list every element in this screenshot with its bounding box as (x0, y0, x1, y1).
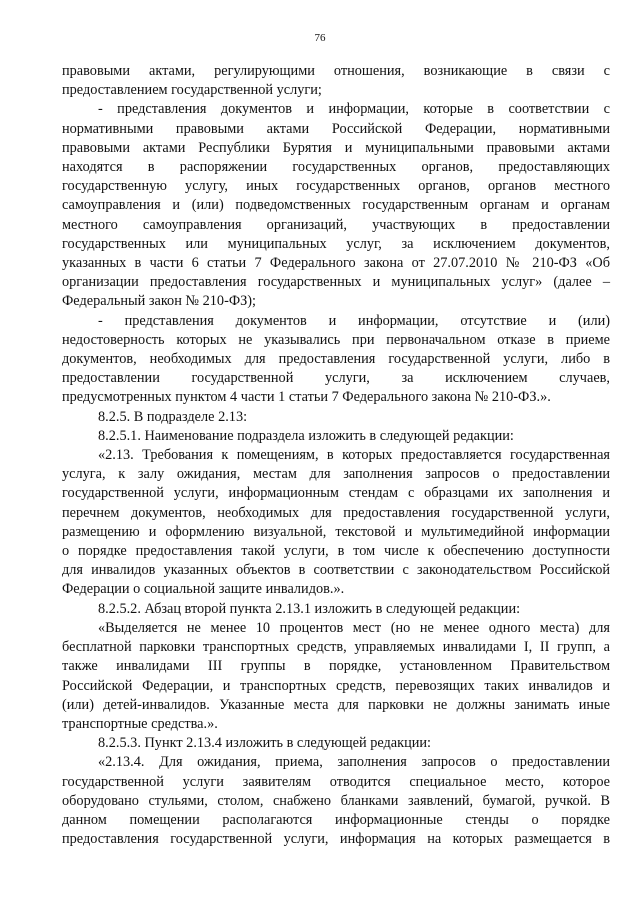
text-line: перечнем документов, необходимых для предоставления государственной услуги, (62, 504, 610, 521)
text-line: самоуправления и (или) подведомственных государственным органам и органам (62, 197, 610, 214)
text-line: 8.2.5.3. Пункт 2.13.4 изложить в следующей редакции: (98, 735, 432, 752)
text-line: 8.2.5. В подразделе 2.13: (98, 408, 248, 425)
text-line: 8.2.5.2. Абзац второй пункта 2.13.1 изложить в следующей редакции: (98, 600, 521, 617)
text-line: государственную услугу, иных государственных органов, органов местного (62, 178, 610, 195)
text-line: - представления документов и информации, которые в соответствии с (98, 101, 610, 118)
text-line: о порядке предоставления такой услуги, в том числе к обеспечению доступности (62, 543, 610, 560)
text-line: местного самоуправления организаций, участвующих в предоставлении (62, 216, 610, 233)
text-line: данном помещении располагаются информационные стенды о порядке (62, 811, 610, 828)
text-line: предоставления государственной услуги, информация на которых размещается в (62, 831, 610, 848)
paragraph (62, 446, 610, 600)
text-line: для инвалидов указанных объектов в соответствии с законодательством Российской (62, 562, 610, 579)
text-line: Федерации о социальной защите инвалидов.». (62, 581, 345, 598)
text-line: предоставлением государственной услуги; (62, 82, 322, 99)
paragraph (62, 312, 610, 408)
text-line: находятся в распоряжении государственных органов, предоставляющих (62, 159, 610, 176)
text-line: «Выделяется не менее 10 процентов мест (но не менее одного места) для (98, 619, 610, 636)
document-body (62, 62, 610, 849)
text-line: государственной услуги заявителям отводится специальное место, которое (62, 773, 610, 790)
text-line: государственной услуги, информационным стендам с образцами их заполнения и (62, 485, 610, 502)
text-line: «2.13.4. Для ожидания, приема, заполнения запросов о предоставлении (98, 754, 610, 771)
text-line: организации предоставления государственных и муниципальных услуг» (далее – (62, 274, 610, 291)
text-line: Российской Федерации, и транспортных средств, перевозящих таких инвалидов и (62, 677, 610, 694)
text-line: предоставлении государственной услуги, за исключением случаев, (62, 370, 610, 387)
paragraph (62, 600, 610, 619)
text-line: оборудовано стульями, столом, снабжено бланками заявлений, бумагой, ручкой. В (62, 792, 610, 809)
text-line: государственных или муниципальных услуг, за исключением документов, (62, 235, 610, 252)
text-line: транспортные средства.». (62, 715, 218, 732)
paragraph (62, 427, 610, 446)
text-line: правовыми актами, регулирующими отношения, возникающие в связи с (62, 63, 610, 79)
paragraph (62, 62, 610, 100)
text-line: бесплатной парковки транспортных средств, управляемых инвалидами I, II групп, а (62, 639, 610, 656)
paragraph (62, 619, 610, 734)
text-line: нормативными правовыми актами Российской Федерации, нормативными (62, 120, 610, 137)
text-line: (или) детей-инвалидов. Указанные места для парковки не должны занимать иные (62, 696, 610, 713)
text-line: правовыми актами Республики Бурятия и муниципальными правовыми актами (62, 139, 610, 156)
text-line: «2.13. Требования к помещениям, в которых предоставляется государственная (98, 447, 610, 464)
text-line: недостоверность которых не указывались при первоначальном отказе в приеме (62, 331, 610, 348)
text-line: услуга, к залу ожидания, местам для заполнения запросов о предоставлении (62, 466, 610, 483)
page-number: 76 (314, 32, 326, 44)
text-line: предусмотренных пунктом 4 части 1 статьи 7 Федерального закона № 210-ФЗ.». (62, 389, 551, 406)
text-line: 8.2.5.1. Наименование подраздела изложить в следующей редакции: (98, 427, 514, 444)
text-line: - представления документов и информации, отсутствие и (или) (98, 312, 610, 329)
paragraph (62, 408, 610, 427)
paragraph (62, 734, 610, 753)
text-line: указанных в части 6 статьи 7 Федерального закона от 27.07.2010 № 210-ФЗ «Об (62, 255, 610, 272)
text-line: размещению и оформлению визуальной, текстовой и мультимедийной информации (62, 523, 610, 540)
text-line: также инвалидами III группы в порядке, установленном Правительством (62, 658, 610, 675)
text-line: Федеральный закон № 210-ФЗ); (62, 293, 257, 310)
paragraph (62, 753, 610, 849)
text-line: документов, необходимых для предоставления государственной услуги, либо в (62, 351, 610, 368)
paragraph (62, 100, 610, 311)
